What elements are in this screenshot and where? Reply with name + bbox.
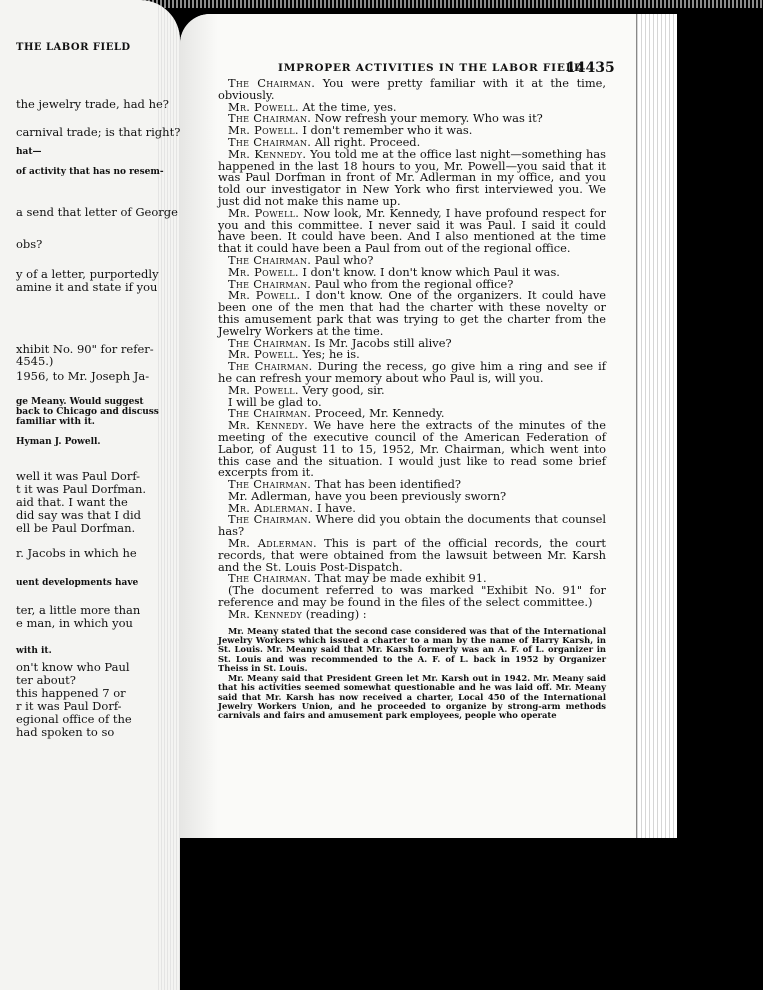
speaker-name: Mr. Powell. (228, 99, 299, 114)
speaker-name: The Chairman. (228, 252, 312, 267)
speaker-name: The Chairman. (228, 76, 316, 90)
speaker-name: The Chairman. (228, 335, 312, 350)
speaker-name: The Chairman. (228, 111, 312, 126)
dialogue-paragraph (218, 585, 606, 609)
left-page-line: amine it and state if you (16, 280, 158, 294)
speech-text: I don't know. I don't know which Paul it was. (298, 264, 560, 279)
speaker-name: Mr. Powell. (228, 123, 299, 138)
speaker-name: The Chairman. (228, 571, 312, 586)
speaker-name: Mr. Powell. (228, 382, 299, 397)
dialogue-paragraphs (218, 78, 606, 621)
excerpt-paragraph: Mr. Meany stated that the second case considered was that of the International Jewelry Workers which issued a charter to a man by the name of Harry Karsh, in St. Louis. Mr. Meany said that Mr. Karsh formerly was an A. F. of L. organizer in St. Louis and was recommended to the A. F. of L. back in 1952 by Organizer Theiss in St. Louis. (218, 625, 606, 674)
left-page-line: well it was Paul Dorf- (16, 469, 141, 483)
speech-text: Now refresh your memory. Who was it? (311, 111, 543, 126)
left-page-line: had spoken to so (16, 725, 115, 739)
speech-text: Paul who from the regional office? (311, 276, 514, 291)
speech-text: I have. (313, 500, 356, 515)
speaker-name: Mr. Powell. (228, 347, 299, 362)
speech-text: Proceed, Mr. Kennedy. (311, 406, 445, 421)
speech-text: Very good, sir. (298, 382, 385, 397)
left-page-line: a send that letter of George (16, 205, 178, 219)
left-page-line: aid that. I want the (16, 495, 128, 509)
left-page-line: familiar with it. (16, 417, 95, 427)
left-page-line: back to Chicago and discuss (16, 407, 159, 417)
speech-text: You told me at the office last night—something has happened in the last 18 hours to you, Mr. Powell—you said that it was Paul Dorfman in front of Mr. Adlerman in my office, and you told our investigator in New York who first interviewed you. We just did not make this name up. (218, 146, 606, 208)
left-page-line: ter, a little more than (16, 603, 141, 617)
left-page-line: egional office of the (16, 712, 132, 726)
left-page-line: r. Jacobs in which he (16, 546, 137, 560)
dialogue-paragraph (218, 78, 606, 102)
speech-text: Yes; he is. (298, 347, 360, 362)
speaker-name: Mr. Powell. (228, 288, 301, 303)
speaker-name: Mr. Kennedy (228, 606, 303, 621)
left-page-line: 4545.) (16, 354, 54, 368)
speech-text: This is part of the official records, the court records, that were obtained from the lawsuit between Mr. Karsh and the St. Louis Post-Dispatch. (218, 536, 606, 574)
speaker-name: Mr. Kennedy. (228, 146, 307, 161)
transcript-body (218, 78, 606, 721)
speech-text: We have here the extracts of the minutes of the meeting of the executive council of the American Federation of Labor, of August 11 to 15, 1952, Mr. Chairman, which went into this case and the situation. I would just like to read some brief excerpts from it. (218, 418, 606, 480)
left-running-head: THE LABOR FIELD (16, 42, 131, 53)
right-page-gutter (180, 14, 218, 838)
speaker-name: The Chairman. (228, 406, 312, 421)
page-number: 14435 (566, 60, 615, 76)
left-page-line: t it was Paul Dorfman. (16, 482, 147, 496)
speech-text: I don't remember who it was. (298, 123, 473, 138)
dialogue-paragraph (218, 290, 606, 337)
speech-text: I will be glad to. (228, 394, 322, 409)
speaker-name: The Chairman. (228, 276, 312, 291)
left-page (0, 0, 180, 990)
speaker-name: The Chairman. (228, 512, 312, 527)
speech-text: Where did you obtain the documents that counsel has? (218, 512, 606, 539)
dialogue-paragraph (218, 606, 606, 621)
left-page-line: with it. (16, 646, 52, 656)
speech-text: Is Mr. Jacobs still alive? (311, 335, 452, 350)
left-page-line: the jewelry trade, had he? (16, 97, 169, 111)
speech-text: I don't know. One of the organizers. It could have been one of the men that had the charter with these novelty or this amusement park that was trying to get the charter from the Jewelry Workers at the time. (218, 288, 606, 338)
running-head: IMPROPER ACTIVITIES IN THE LABOR FIELD (278, 62, 584, 74)
speaker-name: Mr. Kennedy. (228, 418, 308, 433)
speech-text: Now look, Mr. Kennedy, I have profound respect for you and this committee. I never said it was Paul. I said it could have been. It could have been. And I also mentioned at the time that it could have been a Paul from out of the regional office. (218, 205, 606, 256)
left-page-line: ter about? (16, 673, 76, 687)
speech-text: Paul who? (311, 252, 374, 267)
speaker-name: The Chairman. (228, 359, 313, 374)
left-page-line: ell be Paul Dorfman. (16, 521, 136, 535)
left-page-line: 1956, to Mr. Joseph Ja- (16, 369, 150, 383)
speaker-name: Mr. Powell. (228, 205, 300, 220)
dialogue-paragraph (218, 361, 606, 385)
left-page-line: hat— (16, 147, 42, 157)
left-page-line: this happened 7 or (16, 686, 126, 700)
left-page-line: of activity that has no resem- (16, 167, 164, 177)
left-page-line: e man, in which you (16, 616, 133, 630)
speaker-name: Mr. Powell. (228, 264, 299, 279)
speech-text: At the time, yes. (298, 99, 397, 114)
dialogue-paragraph (218, 538, 606, 573)
speech-text: That may be made exhibit 91. (311, 571, 487, 586)
left-page-line: xhibit No. 90" for refer- (16, 342, 154, 356)
minutes-excerpt (218, 627, 606, 721)
excerpt-paragraph: Mr. Meany said that President Green let Mr. Karsh out in 1942. Mr. Meany said that his activities seemed somewhat questionable and he was laid off. Mr. Meany said that Mr. Karsh has now received a charter, Local 450 of the International Jewelry Workers Union, and he proceeded to organize by strong-arm methods carnivals and fairs and amusement park employees, people who operate (218, 672, 606, 721)
dialogue-paragraph (218, 205, 606, 256)
left-page-line: r it was Paul Dorf- (16, 699, 122, 713)
speech-text: That has been identified? (311, 477, 462, 492)
speaker-name: Mr. Adlerman. (228, 536, 317, 551)
speech-text: Mr. Adlerman, have you been previously sworn? (228, 488, 507, 503)
left-page-line: obs? (16, 237, 43, 251)
speaker-name: The Chairman. (228, 134, 312, 149)
dialogue-paragraph (218, 514, 606, 538)
left-page-line: did say was that I did (16, 508, 141, 522)
left-page-gutter (158, 0, 180, 990)
dialogue-paragraph (218, 146, 606, 208)
left-page-line: y of a letter, purportedly (16, 267, 159, 281)
left-page-line: ge Meany. Would suggest (16, 397, 144, 407)
left-page-line: uent developments have (16, 578, 139, 588)
page-edge (636, 14, 677, 838)
left-page-line: Hyman J. Powell. (16, 437, 101, 447)
left-page-line: on't know who Paul (16, 660, 130, 674)
left-page-line: carnival trade; is that right? (16, 125, 180, 139)
speaker-name: The Chairman. (228, 477, 312, 492)
speech-text: During the recess, go give him a ring and see if he can refresh your memory about who Paul is, will you. (218, 359, 606, 385)
speech-text: All right. Proceed. (311, 134, 421, 149)
dialogue-paragraph (218, 420, 606, 479)
speech-text: (reading) : (302, 606, 367, 621)
speech-text: You were pretty familiar with it at the time, obviously. (218, 76, 606, 102)
speech-text: (The document referred to was marked "Exhibit No. 91" for reference and may be found in the files of the select committee.) (218, 583, 606, 610)
speaker-name: Mr. Adlerman. (228, 500, 314, 515)
